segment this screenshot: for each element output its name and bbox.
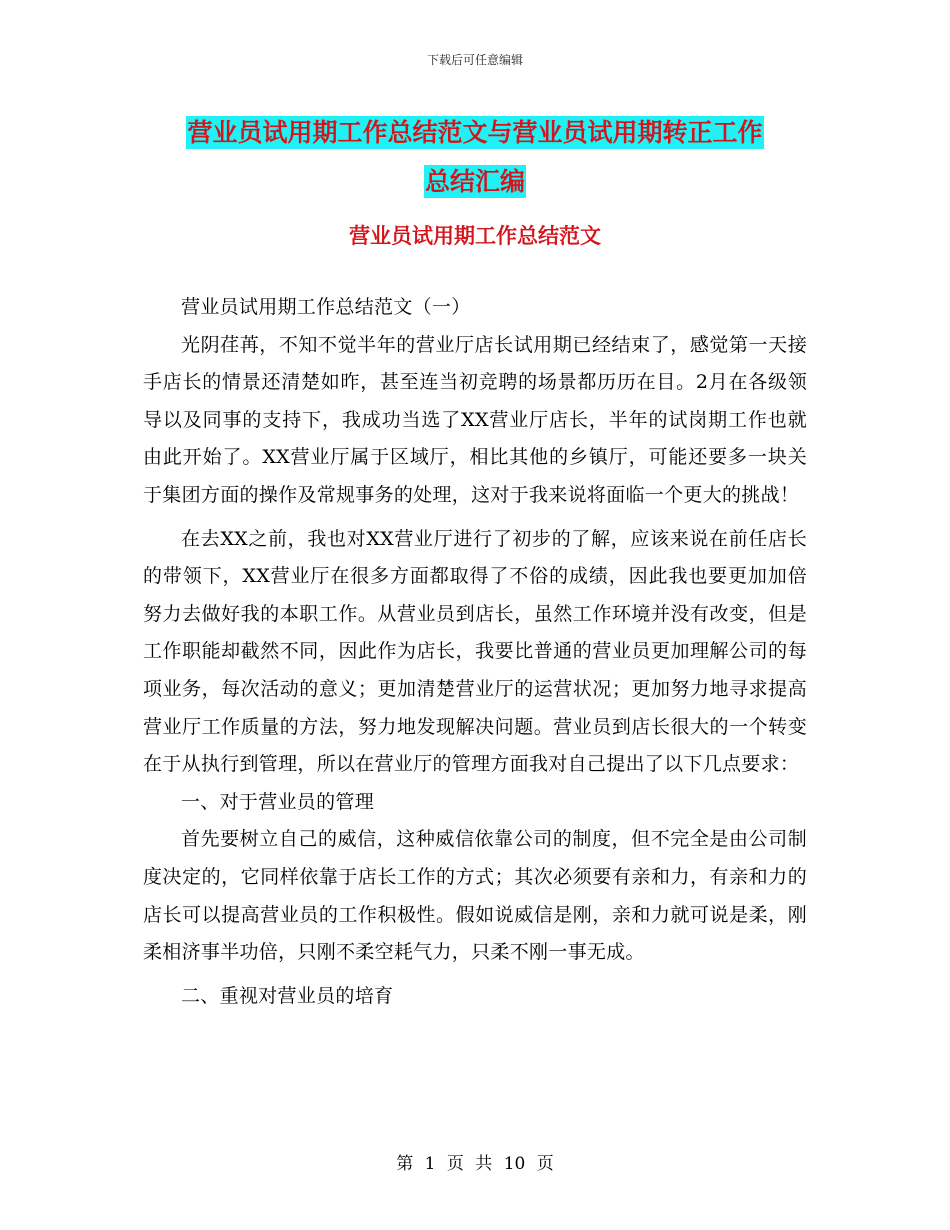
- page-footer: 第 1 页 共 10 页: [396, 1154, 554, 1174]
- section-title: 营业员试用期工作总结范文: [349, 224, 601, 248]
- header-note: 下载后可任意编辑: [426, 53, 523, 67]
- document-title-line-1: 营业员试用期工作总结范文与营业员试用期转正工作: [187, 118, 763, 147]
- paragraph-heading-2: 二、重视对营业员的培育: [181, 984, 394, 1007]
- document-title: [145, 108, 805, 206]
- paragraph-subtitle: 营业员试用期工作总结范文（一）: [181, 296, 471, 318]
- paragraph-heading-1: 一、对于营业员的管理: [181, 790, 375, 813]
- paragraph-2: 在去XX之前，我也对XX营业厅进行了初步的了解，应该来说在前任店长的带领下，XX营业厅在很多方面都取得了不俗的成绩，因此我也要更加加倍努力去做好我的本职工作。从营业员到店长，虽然工作环境并没有改变，但是工作职能却截然不同，因此作为店长，我要比普通的营业员更加理解公司的每项业务，每次活动的意义；更加清楚营业厅的运营状况；更加努力地寻求提高营业厅工作质量的方法，努力地发现解决问题。营业员到店长很大的一个转变在于从执行到管理，所以在营业厅的管理方面我对自己提出了以下几点要求：: [143, 527, 807, 776]
- paragraph-3: 首先要树立自己的威信，这种威信依靠公司的制度，但不完全是由公司制度决定的，它同样依靠于店长工作的方式；其次必须要有亲和力，有亲和力的店长可以提高营业员的工作积极性。假如说威信是刚，亲和力就可说是柔，刚柔相济事半功倍，只刚不柔空耗气力，只柔不刚一事无成。: [143, 828, 807, 964]
- paragraph-1: 光阴荏苒，不知不觉半年的营业厅店长试用期已经结束了，感觉第一天接手店长的情景还清楚如昨，甚至连当初竞聘的场景都历历在目。2月在各级领导以及同事的支持下，我成功当选了XX营业厅店长，半年的试岗期工作也就由此开始了。XX营业厅属于区域厅，相比其他的乡镇厅，可能还要多一块关于集团方面的操作及常规事务的处理，这对于我来说将面临一个更大的挑战！: [143, 333, 807, 506]
- body-text: [143, 289, 807, 1015]
- document-title-line-2: 总结汇编: [424, 167, 525, 196]
